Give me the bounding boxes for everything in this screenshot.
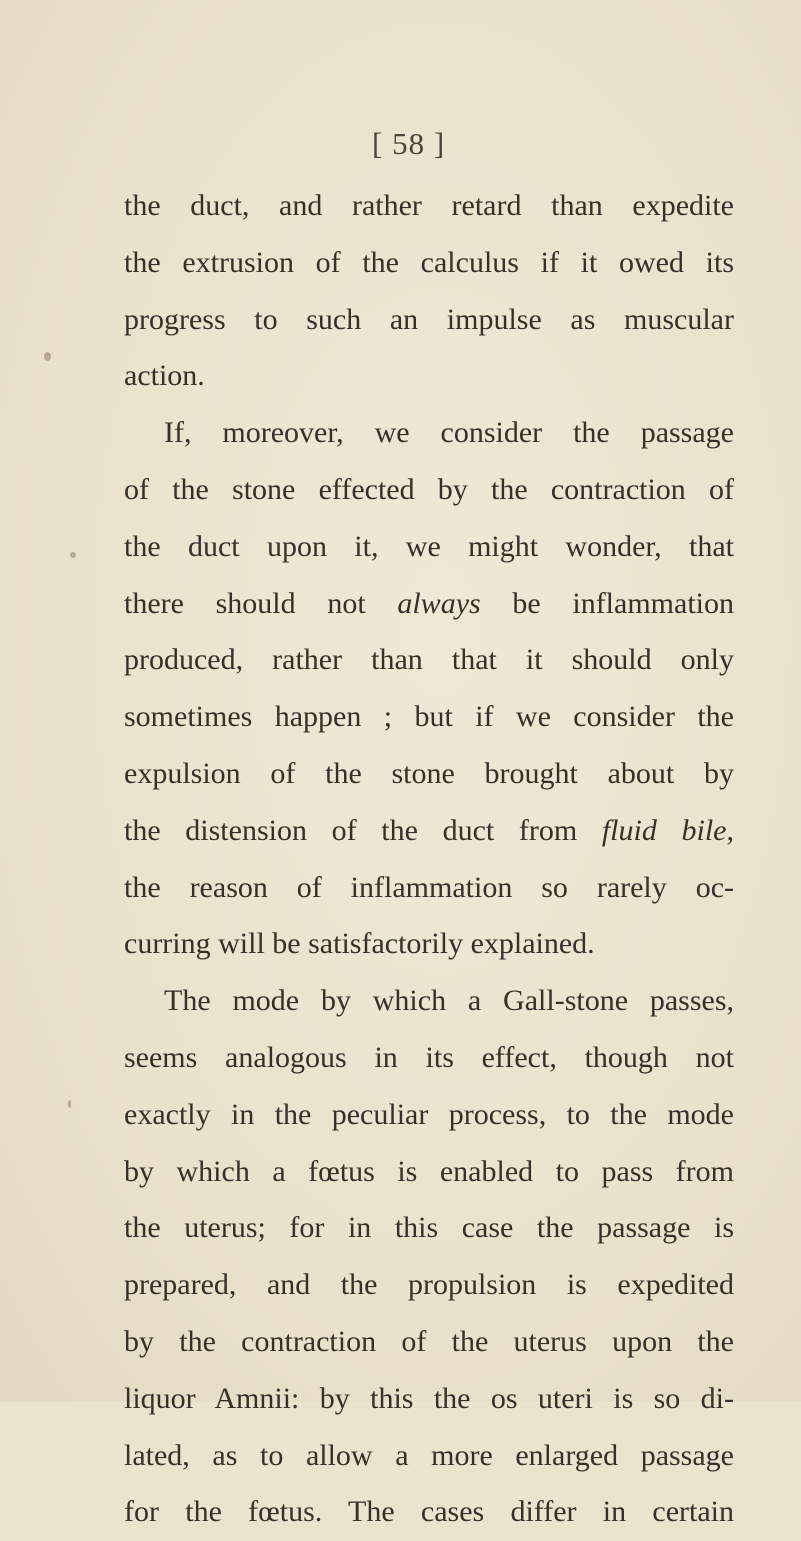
text-line: the reason of inflammation so rarely oc- bbox=[124, 870, 734, 904]
paper-speck bbox=[70, 552, 76, 558]
text-line: for the fœtus. The cases differ in certain bbox=[124, 1495, 734, 1529]
line-text-after: be inflammation bbox=[480, 586, 734, 620]
text-line: by the contraction of the uterus upon the bbox=[124, 1324, 734, 1358]
paragraph-start-line: If, moreover, we consider the passage bbox=[164, 416, 734, 450]
text-line: liquor Amnii: by this the os uteri is so di- bbox=[124, 1381, 734, 1415]
text-line: the uterus; for in this case the passage is bbox=[124, 1211, 734, 1245]
text-line-with-emphasis bbox=[124, 803, 734, 860]
body-text bbox=[124, 178, 734, 1541]
paragraph-end-line: curring will be satisfactorily explained. bbox=[124, 927, 595, 961]
paper-speck bbox=[44, 352, 51, 361]
line-text-after: , bbox=[726, 813, 734, 847]
text-line: sometimes happen ; but if we consider the bbox=[124, 700, 734, 734]
italic-phrase: fluid bile bbox=[601, 813, 727, 847]
text-line: the extrusion of the calculus if it owed its bbox=[124, 245, 734, 279]
paragraph-end-line: action. bbox=[124, 359, 205, 393]
text-line: lated, as to allow a more enlarged passage bbox=[124, 1438, 734, 1472]
text-line: of the stone effected by the contraction of bbox=[124, 472, 734, 506]
text-line: progress to such an impulse as muscular bbox=[124, 302, 734, 336]
text-line-with-emphasis bbox=[124, 576, 734, 633]
paper-speck bbox=[68, 1100, 71, 1108]
text-line: prepared, and the propulsion is expedited bbox=[124, 1268, 734, 1302]
text-line: the duct upon it, we might wonder, that bbox=[124, 529, 734, 563]
paragraph-start-line: The mode by which a Gall-stone passes, bbox=[164, 984, 734, 1018]
line-text-before: the distension of the duct from bbox=[124, 813, 602, 847]
text-line: produced, rather than that it should only bbox=[124, 643, 734, 677]
text-line: the duct, and rather retard than expedite bbox=[124, 189, 734, 222]
text-line: seems analogous in its effect, though not bbox=[124, 1040, 734, 1074]
line-text-before: there should not bbox=[124, 586, 398, 620]
italic-word: always bbox=[397, 586, 481, 620]
text-line: exactly in the peculiar process, to the mode bbox=[124, 1097, 734, 1131]
text-line: by which a fœtus is enabled to pass from bbox=[124, 1154, 734, 1188]
page-number: [ 58 ] bbox=[372, 126, 446, 161]
text-line: expulsion of the stone brought about by bbox=[124, 756, 734, 790]
